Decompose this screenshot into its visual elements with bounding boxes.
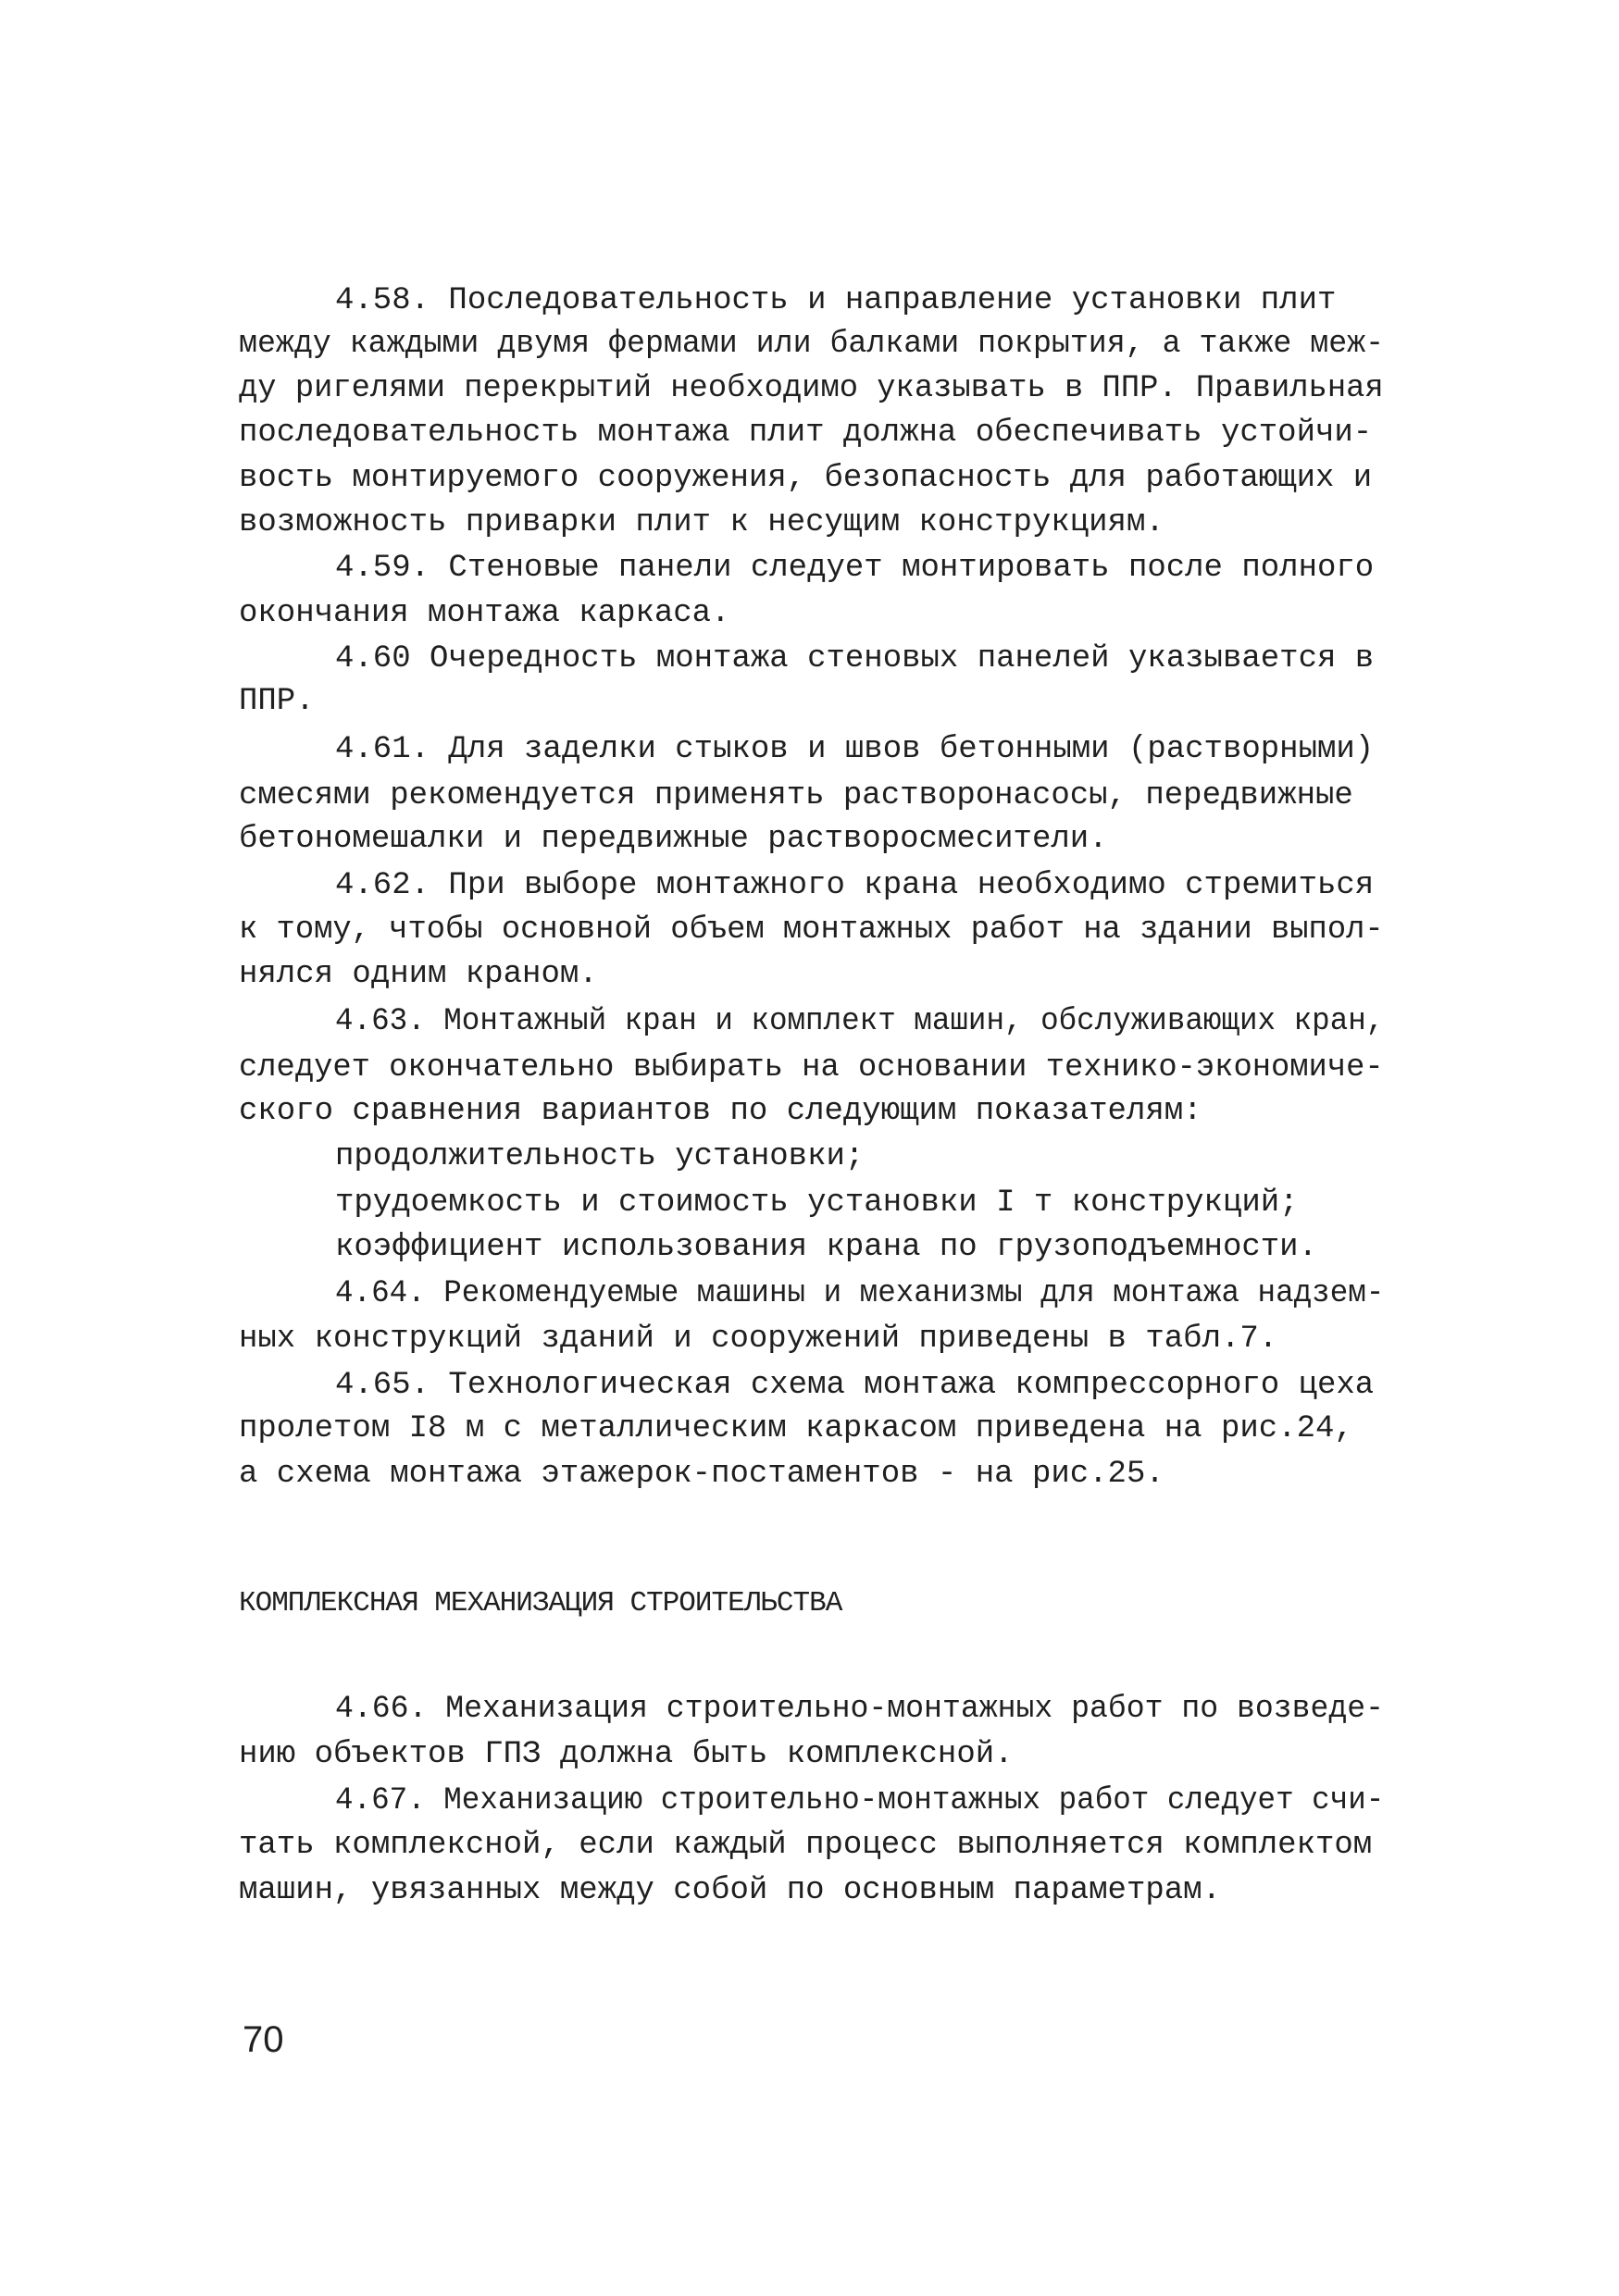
page-number: 70 <box>243 2019 284 2060</box>
text-line: 4.65. Технологическая схема монтажа компрессорного цеха <box>335 1368 1375 1403</box>
text-line: трудоемкость и стоимость установки I т конструкций; <box>335 1185 1299 1221</box>
text-line: смесями рекомендуется применять растворонасосы, передвижные <box>239 778 1353 813</box>
text-line: 4.63. Монтажный кран и комплект машин, обслуживающих кран, <box>335 1004 1385 1039</box>
text-line: ППР. <box>239 684 315 719</box>
text-line: окончания монтажа каркаса. <box>239 596 730 631</box>
text-line: ных конструкций зданий и сооружений приведены в табл.7. <box>239 1322 1278 1357</box>
text-line: последовательность монтажа плит должна обеспечивать устойчи- <box>239 416 1373 451</box>
text-line: 4.67. Механизацию строительно-монтажных работ следует счи- <box>335 1783 1385 1818</box>
text-line: машин, увязанных между собой по основным параметрам. <box>239 1873 1221 1908</box>
text-line: пролетом I8 м с металлическим каркасом приведена на рис.24, <box>239 1411 1353 1446</box>
text-line: вость монтируемого сооружения, безопасность для работающих и <box>239 461 1373 496</box>
text-line: между каждыми двумя фермами или балками покрытия, а также меж- <box>239 327 1385 362</box>
text-line: ду ригелями перекрытий необходимо указывать в ППР. Правильная <box>239 371 1384 406</box>
text-line: а схема монтажа этажерок-постаментов - на рис.25. <box>239 1457 1164 1492</box>
text-line: ского сравнения вариантов по следующим показателям: <box>239 1094 1202 1129</box>
text-line: нию объектов ГПЗ должна быть комплексной. <box>239 1737 1014 1772</box>
text-line: нялся одним краном. <box>239 957 598 992</box>
text-line: к тому, чтобы основной объем монтажных работ на здании выпол- <box>239 912 1384 948</box>
text-line: 4.58. Последовательность и направление установки плит <box>335 283 1337 318</box>
section-heading: КОМПЛЕКСНАЯ МЕХАНИЗАЦИЯ СТРОИТЕЛЬСТВА <box>239 1587 842 1620</box>
text-line: 4.66. Механизация строительно-монтажных работ по возведе- <box>335 1692 1384 1727</box>
text-line: следует окончательно выбирать на основании технико-экономиче- <box>239 1050 1384 1086</box>
text-line: продолжительность установки; <box>335 1139 865 1174</box>
text-line: 4.59. Стеновые панели следует монтировать после полного <box>335 551 1375 586</box>
text-line: 4.62. При выборе монтажного крана необходимо стремиться <box>335 868 1375 903</box>
text-line: 4.60 Очередность монтажа стеновых панелей указывается в <box>335 641 1375 676</box>
text-line: возможность приварки плит к несущим конструкциям. <box>239 505 1164 540</box>
text-line: 4.61. Для заделки стыков и швов бетонными (растворными) <box>335 732 1375 767</box>
text-line: тать комплексной, если каждый процесс выполняется комплектом <box>239 1828 1373 1863</box>
text-line: 4.64. Рекомендуемые машины и механизмы для монтажа надзем- <box>335 1276 1385 1311</box>
text-line: бетономешалки и передвижные растворосмесители. <box>239 822 1108 857</box>
text-line: коэффициент использования крана по грузоподъемности. <box>335 1230 1317 1265</box>
